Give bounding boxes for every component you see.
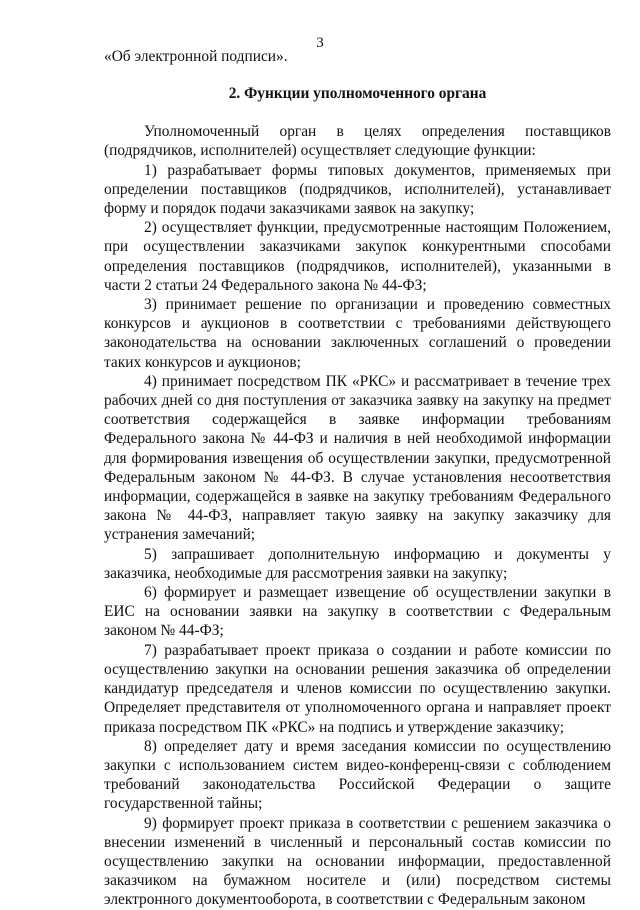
function-item-7: 7) разрабатывает проект приказа о создании и работе комиссии по осуществлению закупки на основании решения заказчика об определении кандидатур председателя и членов комиссии по осуществлению закупки. Определяет представителя от уполномоченного органа и направляет проект приказа посредством ПК «РКС» на подпись и утверждение заказчику; <box>104 641 611 736</box>
function-item-1: 1) разрабатывает формы типовых документов, применяемых при определении поставщиков (подрядчиков, исполнителей), устанавливает форму и порядок подачи заказчиками заявок на закупку; <box>104 161 611 218</box>
function-item-9: 9) формирует проект приказа в соответствии с решением заказчика о внесении изменений в численный и персональный состав комиссии по осуществлению закупки на основании информации, предоставленной заказчиком на бумажном носителе и (или) посредством системы электронного документооборота, в соответствии с Федеральным законом <box>104 814 611 909</box>
function-item-5: 5) запрашивает дополнительную информацию и документы у заказчика, необходимые для рассмотрения заявки на закупку; <box>104 545 611 582</box>
functions-list <box>104 161 611 910</box>
function-item-3: 3) принимает решение по организации и проведению совместных конкурсов и аукционов в соответствии с требованиями действующего законодательства на основании заключенных соглашений о проведении таких конкурсов и аукционов; <box>104 296 611 371</box>
page-content <box>104 47 611 910</box>
page-number: 3 <box>316 35 324 51</box>
lead-paragraph: Уполномоченный орган в целях определения поставщиков (подрядчиков, исполнителей) осуществляет следующие функции: <box>104 123 611 160</box>
function-item-4: 4) принимает посредством ПК «РКС» и рассматривает в течение трех рабочих дней со дня поступления от заказчика заявку на закупку на предмет соответствия содержащейся в заявке информации требованиям Федерального закона № 44-ФЗ и наличия в ней необходимой информации для формирования извещения об осуществлении закупки, предусмотренной Федеральным законом № 44-ФЗ. В случае установления несоответствия информации, содержащейся в заявке на закупку требованиям Федерального закона № 44-ФЗ, направляет такую заявку на закупку заказчику для устранения замечаний; <box>104 372 611 544</box>
intro-line: «Об электронной подписи». <box>104 48 288 65</box>
function-item-6: 6) формирует и размещает извещение об осуществлении закупки в ЕИС на основании заявки на закупку в соответствии с Федеральным законом № 44-ФЗ; <box>104 584 611 640</box>
section-heading: 2. Функции уполномоченного органа <box>228 85 487 103</box>
function-item-8: 8) определяет дату и время заседания комиссии по осуществлению закупки с использованием систем видео-конференц-связи с соблюдением требований законодательства Российской Федерации о защите государственной тайны; <box>104 737 611 813</box>
function-item-2: 2) осуществляет функции, предусмотренные настоящим Положением, при осуществлении заказчиками закупок конкурентными способами определения поставщиков (подрядчиков, исполнителей), указанными в части 2 статьи 24 Федерального закона № 44-ФЗ; <box>104 219 611 294</box>
